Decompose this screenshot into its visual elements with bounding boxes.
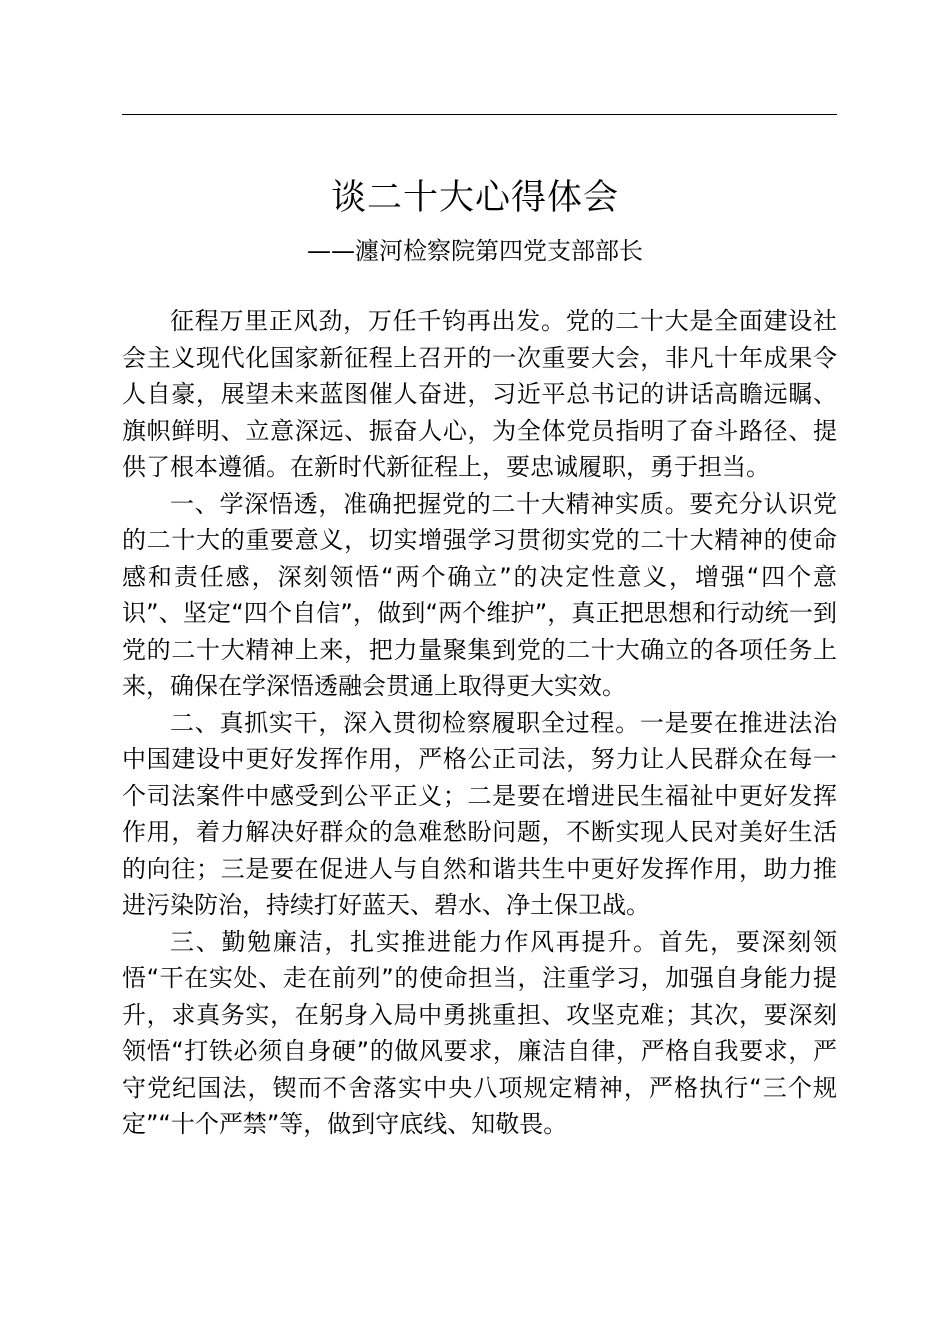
paragraph-section-3: 三、勤勉廉洁，扎实推进能力作风再提升。首先，要深刻领悟“干在实处、走在前列”的使命担当，注重学习，加强自身能力提升，求真务实，在躬身入局中勇挑重担、攻坚克难；其次，要深刻领悟“打铁必须自身硬”的做风要求，廉洁自律，严格自我要求，严守党纪国法，锲而不舍落实中央八项规定精神，严格执行“三个规定”“十个严禁”等，做到守底线、知敬畏。 [122, 927, 837, 1138]
paragraph-section-2: 二、真抓实干，深入贯彻检察履职全过程。一是要在推进法治中国建设中更好发挥作用，严格公正司法，努力让人民群众在每一个司法案件中感受到公平正义；二是要在增进民生福祉中更好发挥作用，着力解决好群众的急难愁盼问题，不断实现人民对美好生活的向往；三是要在促进人与自然和谐共生中更好发挥作用，助力推进污染防治，持续打好蓝天、碧水、净土保卫战。 [122, 708, 837, 919]
paragraph-intro: 征程万里正风劲，万任千钧再出发。党的二十大是全面建设社会主义现代化国家新征程上召开的一次重要大会，非凡十年成果令人自豪，展望未来蓝图催人奋进，习近平总书记的讲话高瞻远瞩、旗帜鲜明、立意深远、振奋人心，为全体党员指明了奋斗路径、提供了根本遵循。在新时代新征程上，要忠诚履职，勇于担当。 [122, 307, 837, 481]
paragraph-section-1: 一、学深悟透，准确把握党的二十大精神实质。要充分认识党的二十大的重要意义，切实增强学习贯彻实党的二十大精神的使命感和责任感，深刻领悟“两个确立”的决定性意义，增强“四个意识”、坚定“四个自信”，做到“两个维护”，真正把思想和行动统一到党的二十大精神上来，把力量聚集到党的二十大确立的各项任务上来，确保在学深悟透融会贯通上取得更大实效。 [122, 489, 837, 700]
document-title: 谈二十大心得体会 [330, 178, 619, 218]
document-body [122, 303, 837, 1143]
document-subtitle: ——瀍河检察院第四党支部部长 [307, 237, 643, 265]
header-rule [122, 114, 837, 115]
